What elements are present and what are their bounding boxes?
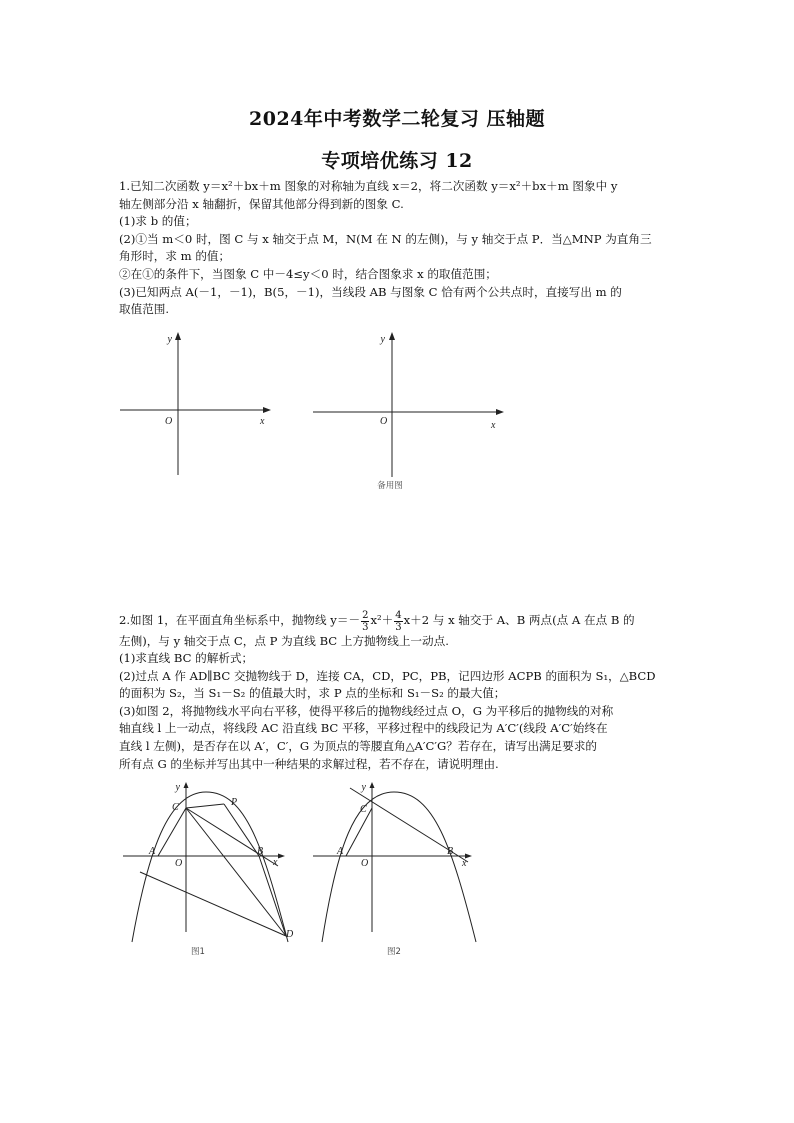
figure-caption: 图2 [387, 947, 401, 957]
problem-1-line: 轴左侧部分沿 x 轴翻折，保留其他部分得到新的图象 C. [119, 196, 404, 211]
problem-1-text [119, 178, 699, 319]
point-c-label: C [360, 804, 367, 815]
point-c-label: C [172, 802, 179, 813]
problem-1-line: 1.已知二次函数 y＝x²＋bx＋m 图象的对称轴为直线 x＝2，将二次函数 y＝x²＋bx＋m 图象中 y [119, 179, 618, 193]
segment-cd [186, 808, 286, 936]
figure-caption: 图1 [191, 947, 205, 957]
segment-ca [158, 808, 186, 856]
problem-2-line: (3)如图 2，将抛物线水平向右平移，使得平移后的抛物线经过点 O，G 为平移后的抛物线的对称 [119, 703, 614, 718]
problem-2-line: 直线 l 左侧)，是否存在以 A′，C′，G 为顶点的等腰直角△A′C′G？若存在，请写出满足要求的 [119, 739, 598, 754]
point-b-label: B [447, 846, 454, 857]
y-axis-label: y [361, 782, 366, 793]
problem-1-axes-right [310, 330, 510, 500]
y-axis-label: y [175, 782, 180, 793]
point-b-label: B [257, 846, 264, 857]
fraction-numerator: 2 [362, 609, 369, 621]
segment-cp [186, 804, 224, 808]
parabola [132, 792, 288, 942]
fraction-denominator: 3 [362, 621, 369, 633]
segment-ca [346, 808, 372, 856]
fraction-two-thirds [361, 610, 369, 633]
point-d-label: D [286, 929, 294, 940]
origin-label: O [361, 858, 369, 869]
problem-2-figure-1 [118, 782, 298, 962]
problem-1-axes-left [115, 330, 275, 480]
problem-2-line: 所有点 G 的坐标并写出其中一种结果的求解过程，若不存在，请说明理由. [119, 756, 499, 771]
point-a-label: A [337, 846, 344, 857]
problem-2-text [119, 608, 699, 773]
page-subtitle: 专项培优练习 12 [321, 150, 473, 172]
problem-1-line: 角形时，求 m 的值； [119, 249, 231, 264]
origin-label: O [165, 416, 173, 427]
x-axis-label: x [491, 420, 496, 431]
origin-label: O [175, 858, 183, 869]
figure-caption: 备用图 [377, 481, 403, 491]
problem-2-line-1 [119, 608, 699, 633]
y-axis-label: y [380, 334, 385, 345]
origin-label: O [380, 416, 388, 427]
problem-2-text-segment: x²＋ [370, 613, 394, 627]
problem-2-line: 左侧)，与 y 轴交于点 C，点 P 为直线 BC 上方抛物线上一动点. [119, 633, 449, 648]
problem-1-line: (3)已知两点 A(－1，－1)，B(5，－1)，当线段 AB 与图象 C 恰有两个公共点时，直接写出 m 的 [119, 284, 622, 299]
problem-1-line: (2)①当 m＜0 时，图 C 与 x 轴交于点 M，N(M 在 N 的左侧)，与 y 轴交于点 P．当△MNP 为直角三 [119, 231, 652, 246]
problem-2-line: (2)过点 A 作 AD∥BC 交抛物线于 D，连接 CA，CD，PC，PB，记四边形 ACPB 的面积为 S₁，△BCD [119, 668, 656, 683]
problem-2-line: (1)求直线 BC 的解析式； [119, 651, 254, 666]
x-axis-label: x [462, 858, 467, 869]
fraction-four-thirds [394, 610, 402, 633]
problem-1-line: (1)求 b 的值； [119, 214, 197, 229]
problem-2-line: 的面积为 S₂，当 S₁－S₂ 的值最大时，求 P 点的坐标和 S₁－S₂ 的最大值； [119, 686, 506, 701]
parabola [322, 792, 476, 942]
problem-2-text-segment: x＋2 与 x 轴交于 A、B 两点(点 A 在点 B 的 [403, 613, 635, 627]
point-a-label: A [149, 846, 156, 857]
point-p-label: P [231, 797, 238, 808]
problem-2-line: 轴直线 l 上一动点，将线段 AC 沿直线 BC 平移，平移过程中的线段记为 A′C′(线段 A′C′始终在 [119, 721, 608, 736]
x-axis-label: x [273, 857, 278, 868]
segment-ad [140, 872, 286, 936]
fraction-numerator: 4 [395, 609, 402, 621]
page-title: 2024年中考数学二轮复习 压轴题 [249, 108, 545, 130]
problem-2-text-segment: 2.如图 1，在平面直角坐标系中，抛物线 y＝－ [119, 613, 361, 627]
problem-1-line: ②在①的条件下，当图象 C 中－4≤y＜0 时，结合图象求 x 的取值范围； [119, 266, 497, 281]
fraction-denominator: 3 [395, 621, 402, 633]
problem-1-line: 取值范围. [119, 302, 170, 317]
problem-2-figure-2 [310, 782, 490, 962]
segment-bd [259, 856, 286, 936]
x-axis-label: x [260, 416, 265, 427]
y-axis-label: y [167, 334, 172, 345]
